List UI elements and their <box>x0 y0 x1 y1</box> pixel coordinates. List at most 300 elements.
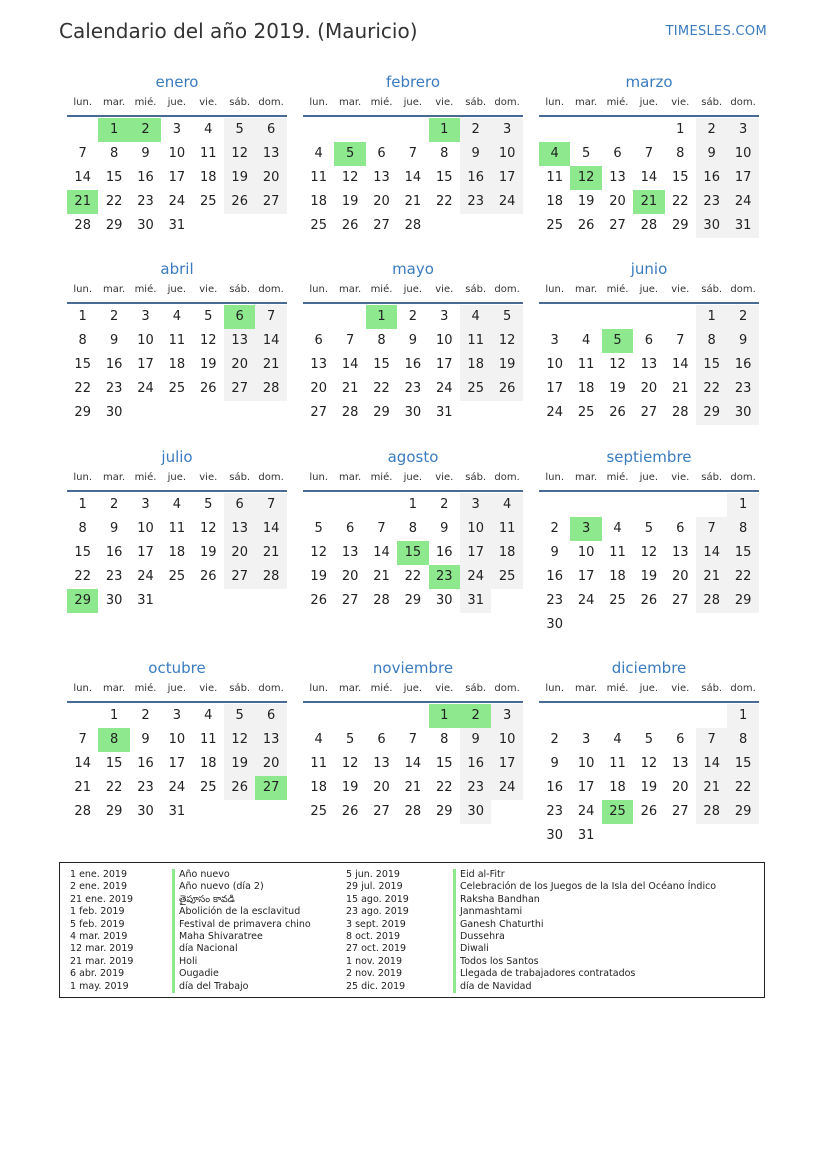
day-cell: 6 <box>377 731 386 747</box>
day-cell: 6 <box>255 118 286 142</box>
legend-row <box>60 894 760 906</box>
holiday-name: Todos los Santos <box>453 956 539 968</box>
day-cell: 18 <box>168 544 186 560</box>
legend-row <box>60 943 760 955</box>
day-cell: 20 <box>609 193 626 209</box>
day-cell: 9 <box>460 728 491 752</box>
day-cell: 2 <box>109 497 119 512</box>
day-cell: 24 <box>577 592 595 608</box>
day-cell: 16 <box>696 166 727 190</box>
day-cell: 22 <box>727 776 758 800</box>
day-cell: 5 <box>224 704 255 728</box>
weekday-header: sáb. <box>701 683 723 694</box>
weekday-header: dom. <box>258 472 284 483</box>
holiday-date: 21 mar. 2019 <box>70 955 134 967</box>
header-divider <box>303 115 523 117</box>
month-name: julio <box>161 448 193 466</box>
day-cell: 11 <box>460 329 491 353</box>
day-cell: 22 <box>74 568 91 584</box>
day-cell: 13 <box>255 142 286 166</box>
day-cell: 29 <box>727 589 758 613</box>
day-cell: 9 <box>141 731 150 747</box>
weekday-header: vie. <box>199 284 218 295</box>
day-cell: 14 <box>373 544 390 560</box>
day-cell: 29 <box>436 803 453 819</box>
day-cell: 8 <box>78 520 87 536</box>
day-cell: 12 <box>200 520 217 536</box>
day-cell: 22 <box>74 380 91 396</box>
day-cell: 28 <box>74 217 91 233</box>
day-cell: 15 <box>436 755 453 771</box>
weekday-header: sáb. <box>465 683 487 694</box>
day-cell: 3 <box>172 122 182 137</box>
day-cell: 18 <box>200 169 217 185</box>
day-cell: 6 <box>377 145 386 161</box>
day-cell: 7 <box>78 731 87 747</box>
day-cell: 17 <box>491 166 522 190</box>
day-cell: 21 <box>255 541 286 565</box>
day-cell: 20 <box>310 380 327 396</box>
day-cell: 2 <box>109 309 119 324</box>
day-cell: 20 <box>672 568 689 584</box>
legend-row <box>60 919 760 931</box>
day-cell: 1 <box>109 708 119 723</box>
day-cell: 31 <box>137 592 154 608</box>
day-cell: 1 <box>408 497 418 512</box>
weekday-header: lun. <box>545 472 565 483</box>
day-cell: 24 <box>137 568 154 584</box>
day-cell: 30 <box>460 800 491 824</box>
holiday-day-cell: 23 <box>429 565 460 589</box>
day-cell: 23 <box>460 190 491 214</box>
day-cell: 6 <box>676 520 685 536</box>
holiday-day-cell: 1 <box>366 305 397 329</box>
day-cell: 5 <box>314 520 323 536</box>
holiday-name: día Nacional <box>172 943 238 955</box>
day-cell: 16 <box>460 752 491 776</box>
weekday-header: jue. <box>639 472 659 483</box>
holiday-date: 12 mar. 2019 <box>70 943 134 955</box>
weekday-header: dom. <box>494 97 520 108</box>
day-cell: 24 <box>727 190 758 214</box>
day-cell: 16 <box>105 544 123 560</box>
day-cell: 5 <box>581 145 591 161</box>
weekday-header: jue. <box>403 683 423 694</box>
day-cell: 3 <box>581 731 591 747</box>
weekday-header: sáb. <box>465 472 487 483</box>
day-cell: 20 <box>255 752 286 776</box>
day-cell: 21 <box>404 193 422 209</box>
day-cell: 7 <box>408 145 418 161</box>
holiday-name: día de Navidad <box>453 981 531 993</box>
weekday-header: sáb. <box>701 97 723 108</box>
day-cell: 7 <box>676 332 685 348</box>
day-cell: 28 <box>640 217 658 233</box>
day-cell: 18 <box>168 356 186 372</box>
day-cell: 21 <box>341 380 359 396</box>
day-cell: 4 <box>172 497 182 512</box>
day-cell: 4 <box>613 520 622 536</box>
day-cell: 10 <box>577 755 595 771</box>
holiday-day-cell: 4 <box>539 142 570 166</box>
day-cell: 6 <box>224 493 255 517</box>
holiday-name: Año nuevo <box>172 869 230 881</box>
day-cell: 25 <box>168 380 186 396</box>
weekday-header: sáb. <box>465 97 487 108</box>
day-cell: 28 <box>404 803 422 819</box>
day-cell: 17 <box>436 356 453 372</box>
day-cell: 14 <box>74 755 91 771</box>
month-name: noviembre <box>372 659 454 677</box>
holiday-date: 27 oct. 2019 <box>346 943 407 955</box>
legend-row <box>60 968 760 980</box>
day-cell: 26 <box>224 190 255 214</box>
day-cell: 25 <box>310 217 327 233</box>
day-cell: 20 <box>373 193 390 209</box>
holiday-day-cell: 3 <box>570 517 601 541</box>
day-cell: 30 <box>696 214 727 238</box>
holiday-date: 5 jun. 2019 <box>346 869 400 880</box>
day-cell: 20 <box>373 779 390 795</box>
day-cell: 15 <box>436 169 453 185</box>
day-cell: 20 <box>224 353 255 377</box>
day-cell: 26 <box>224 776 255 800</box>
day-cell: 6 <box>255 704 286 728</box>
day-cell: 23 <box>696 190 727 214</box>
day-cell: 7 <box>696 728 727 752</box>
day-cell: 11 <box>168 520 186 536</box>
day-cell: 15 <box>105 755 123 771</box>
day-cell: 4 <box>172 309 182 324</box>
month-name: junio <box>630 260 668 278</box>
weekday-header: dom. <box>494 683 520 694</box>
day-cell: 9 <box>696 142 727 166</box>
day-cell: 20 <box>255 166 286 190</box>
weekday-header: sáb. <box>465 284 487 295</box>
day-cell: 23 <box>546 592 563 608</box>
day-cell: 16 <box>546 568 563 584</box>
day-cell: 3 <box>727 118 758 142</box>
holiday-date: 1 nov. 2019 <box>346 955 402 967</box>
day-cell: 17 <box>491 752 522 776</box>
day-cell: 5 <box>204 309 213 324</box>
day-cell: 25 <box>546 217 563 233</box>
day-cell: 28 <box>696 589 727 613</box>
holiday-name: Maha Shivaratree <box>172 931 263 943</box>
day-cell: 11 <box>546 169 563 185</box>
holiday-date: 3 sept. 2019 <box>346 918 406 930</box>
holiday-name: Año nuevo (día 2) <box>172 881 264 893</box>
day-cell: 10 <box>727 142 758 166</box>
weekday-header: vie. <box>671 97 690 108</box>
day-cell: 14 <box>640 169 658 185</box>
weekday-header: vie. <box>199 97 218 108</box>
day-cell: 10 <box>577 544 595 560</box>
day-cell: 23 <box>137 779 154 795</box>
day-cell: 26 <box>200 568 217 584</box>
holiday-date: 4 mar. 2019 <box>70 930 128 942</box>
weekday-header: dom. <box>258 683 284 694</box>
weekday-header: jue. <box>639 97 659 108</box>
weekday-header: mié. <box>606 97 629 108</box>
holiday-day-cell: 27 <box>255 776 286 800</box>
day-cell: 3 <box>491 704 522 728</box>
weekday-header: mié. <box>370 683 393 694</box>
weekday-header: lun. <box>73 683 93 694</box>
weekday-header: jue. <box>639 683 659 694</box>
weekday-header: lun. <box>545 284 565 295</box>
header-divider <box>539 302 759 304</box>
day-cell: 25 <box>200 193 217 209</box>
header-divider <box>303 490 523 492</box>
day-cell: 19 <box>200 544 217 560</box>
day-cell: 27 <box>255 190 286 214</box>
weekday-header: mar. <box>338 97 362 108</box>
day-cell: 21 <box>672 380 689 396</box>
day-cell: 27 <box>224 565 255 589</box>
day-cell: 14 <box>255 517 286 541</box>
holiday-date: 29 jul. 2019 <box>346 881 403 893</box>
day-cell: 12 <box>640 544 658 560</box>
day-cell: 11 <box>609 544 626 560</box>
day-cell: 11 <box>491 517 522 541</box>
day-cell: 3 <box>460 493 491 517</box>
day-cell: 8 <box>408 520 418 536</box>
holiday-date: 1 ene. 2019 <box>70 869 127 880</box>
day-cell: 31 <box>436 404 453 420</box>
day-cell: 18 <box>609 779 626 795</box>
day-cell: 31 <box>168 803 186 819</box>
day-cell: 15 <box>727 541 758 565</box>
day-cell: 18 <box>310 779 327 795</box>
weekday-header: mié. <box>134 472 157 483</box>
weekday-header: dom. <box>730 97 756 108</box>
day-cell: 6 <box>613 145 622 161</box>
day-cell: 19 <box>341 193 359 209</box>
holiday-name: Diwali <box>453 943 489 955</box>
day-cell: 8 <box>440 145 449 161</box>
day-cell: 19 <box>341 779 359 795</box>
weekday-header: mié. <box>134 97 157 108</box>
day-cell: 30 <box>105 592 123 608</box>
day-cell: 2 <box>727 305 758 329</box>
weekday-header: mar. <box>102 284 126 295</box>
weekday-header: dom. <box>730 683 756 694</box>
day-cell: 21 <box>373 568 390 584</box>
holiday-day-cell: 1 <box>429 118 460 142</box>
weekday-header: vie. <box>671 284 690 295</box>
day-cell: 2 <box>408 309 418 324</box>
weekday-header: sáb. <box>229 97 251 108</box>
holiday-name: día del Trabajo <box>172 981 248 993</box>
weekday-header: sáb. <box>229 284 251 295</box>
day-cell: 21 <box>404 779 422 795</box>
day-cell: 22 <box>105 193 123 209</box>
day-cell: 25 <box>491 565 522 589</box>
day-cell: 8 <box>696 329 727 353</box>
legend-column <box>60 869 760 993</box>
day-cell: 19 <box>491 353 522 377</box>
day-cell: 10 <box>546 356 563 372</box>
month-name: septiembre <box>606 448 692 466</box>
month-name: enero <box>155 73 199 91</box>
day-cell: 14 <box>404 169 422 185</box>
day-cell: 12 <box>491 329 522 353</box>
day-cell: 3 <box>141 497 150 512</box>
month-name: abril <box>160 260 194 278</box>
weekday-header: mié. <box>606 284 629 295</box>
header-divider <box>67 302 287 304</box>
weekday-header: lun. <box>309 284 329 295</box>
day-cell: 23 <box>105 380 123 396</box>
day-cell: 15 <box>74 544 91 560</box>
day-cell: 5 <box>224 118 255 142</box>
day-cell: 17 <box>577 568 595 584</box>
day-cell: 10 <box>168 731 186 747</box>
holiday-name: Celebración de los Juegos de la Isla del Océano Índico <box>453 881 716 893</box>
month-name: agosto <box>387 448 439 466</box>
day-cell: 13 <box>672 544 689 560</box>
day-cell: 18 <box>310 193 327 209</box>
day-cell: 7 <box>345 332 355 348</box>
day-cell: 9 <box>109 332 119 348</box>
day-cell: 28 <box>373 592 390 608</box>
day-cell: 12 <box>224 728 255 752</box>
day-cell: 10 <box>168 145 186 161</box>
day-cell: 20 <box>672 779 689 795</box>
holiday-day-cell: 6 <box>224 305 255 329</box>
header-divider <box>539 115 759 117</box>
day-cell: 23 <box>460 776 491 800</box>
day-cell: 28 <box>255 565 286 589</box>
day-cell: 27 <box>373 217 390 233</box>
day-cell: 27 <box>672 592 689 608</box>
weekday-header: jue. <box>403 97 423 108</box>
day-cell: 5 <box>491 305 522 329</box>
day-cell: 18 <box>460 353 491 377</box>
weekday-header: lun. <box>73 472 93 483</box>
day-cell: 10 <box>491 728 522 752</box>
holiday-day-cell: 21 <box>633 190 664 214</box>
weekday-header: sáb. <box>701 284 723 295</box>
weekday-header: mié. <box>370 472 393 483</box>
day-cell: 29 <box>74 404 91 420</box>
day-cell: 8 <box>727 517 758 541</box>
holiday-day-cell: 2 <box>460 704 491 728</box>
day-cell: 10 <box>137 520 154 536</box>
day-cell: 3 <box>550 332 559 348</box>
day-cell: 22 <box>696 377 727 401</box>
day-cell: 8 <box>377 332 386 348</box>
holiday-day-cell: 29 <box>67 589 98 613</box>
day-cell: 13 <box>341 544 359 560</box>
day-cell: 5 <box>204 497 213 512</box>
day-cell: 6 <box>345 520 355 536</box>
day-cell: 14 <box>696 541 727 565</box>
weekday-header: vie. <box>435 683 454 694</box>
day-cell: 14 <box>672 356 689 372</box>
day-cell: 11 <box>310 169 327 185</box>
day-cell: 2 <box>440 497 449 512</box>
day-cell: 24 <box>168 779 186 795</box>
day-cell: 16 <box>404 356 422 372</box>
day-cell: 19 <box>640 779 658 795</box>
weekday-header: sáb. <box>229 683 251 694</box>
day-cell: 13 <box>640 356 658 372</box>
weekday-header: vie. <box>435 472 454 483</box>
day-cell: 29 <box>404 592 422 608</box>
holiday-day-cell: 25 <box>602 800 633 824</box>
day-cell: 17 <box>727 166 758 190</box>
day-cell: 2 <box>550 520 559 536</box>
day-cell: 7 <box>377 520 386 536</box>
day-cell: 13 <box>224 517 255 541</box>
holiday-date: 21 ene. 2019 <box>70 893 134 905</box>
day-cell: 30 <box>727 401 758 425</box>
day-cell: 25 <box>200 779 217 795</box>
day-cell: 26 <box>640 803 658 819</box>
holiday-date: 6 abr. 2019 <box>70 968 125 980</box>
day-cell: 29 <box>105 217 123 233</box>
month-name: diciembre <box>611 659 687 677</box>
day-cell: 3 <box>141 309 150 324</box>
day-cell: 1 <box>727 704 758 728</box>
day-cell: 4 <box>204 708 213 723</box>
holiday-name: Holi <box>172 956 197 968</box>
weekday-header: lun. <box>309 97 329 108</box>
day-cell: 16 <box>137 755 154 771</box>
holiday-name: Festival de primavera chino <box>172 919 311 931</box>
day-cell: 19 <box>577 193 595 209</box>
weekday-header: mar. <box>102 97 126 108</box>
day-cell: 7 <box>78 145 87 161</box>
day-cell: 30 <box>546 616 563 632</box>
holiday-date: 2 nov. 2019 <box>346 968 402 980</box>
weekday-header: mié. <box>606 472 629 483</box>
day-cell: 20 <box>224 541 255 565</box>
weekday-header: mié. <box>370 284 393 295</box>
day-cell: 31 <box>577 827 595 843</box>
day-cell: 24 <box>577 803 595 819</box>
day-cell: 22 <box>436 193 453 209</box>
day-cell: 26 <box>609 404 626 420</box>
day-cell: 3 <box>491 118 522 142</box>
day-cell: 2 <box>696 118 727 142</box>
day-cell: 14 <box>696 752 727 776</box>
day-cell: 9 <box>460 142 491 166</box>
day-cell: 24 <box>491 190 522 214</box>
day-cell: 17 <box>168 755 186 771</box>
day-cell: 13 <box>255 728 286 752</box>
day-cell: 13 <box>609 169 626 185</box>
day-cell: 9 <box>109 520 119 536</box>
day-cell: 26 <box>310 592 327 608</box>
day-cell: 25 <box>310 803 327 819</box>
day-cell: 11 <box>200 731 217 747</box>
day-cell: 21 <box>255 353 286 377</box>
day-cell: 31 <box>727 214 758 238</box>
day-cell: 20 <box>640 380 658 396</box>
weekday-header: vie. <box>435 97 454 108</box>
day-cell: 16 <box>727 353 758 377</box>
day-cell: 6 <box>314 332 323 348</box>
day-cell: 24 <box>168 193 186 209</box>
day-cell: 16 <box>137 169 154 185</box>
legend-row <box>60 869 760 881</box>
day-cell: 11 <box>168 332 186 348</box>
day-cell: 15 <box>696 353 727 377</box>
brand-logo-text[interactable]: TIMESLES.COM <box>665 24 767 39</box>
